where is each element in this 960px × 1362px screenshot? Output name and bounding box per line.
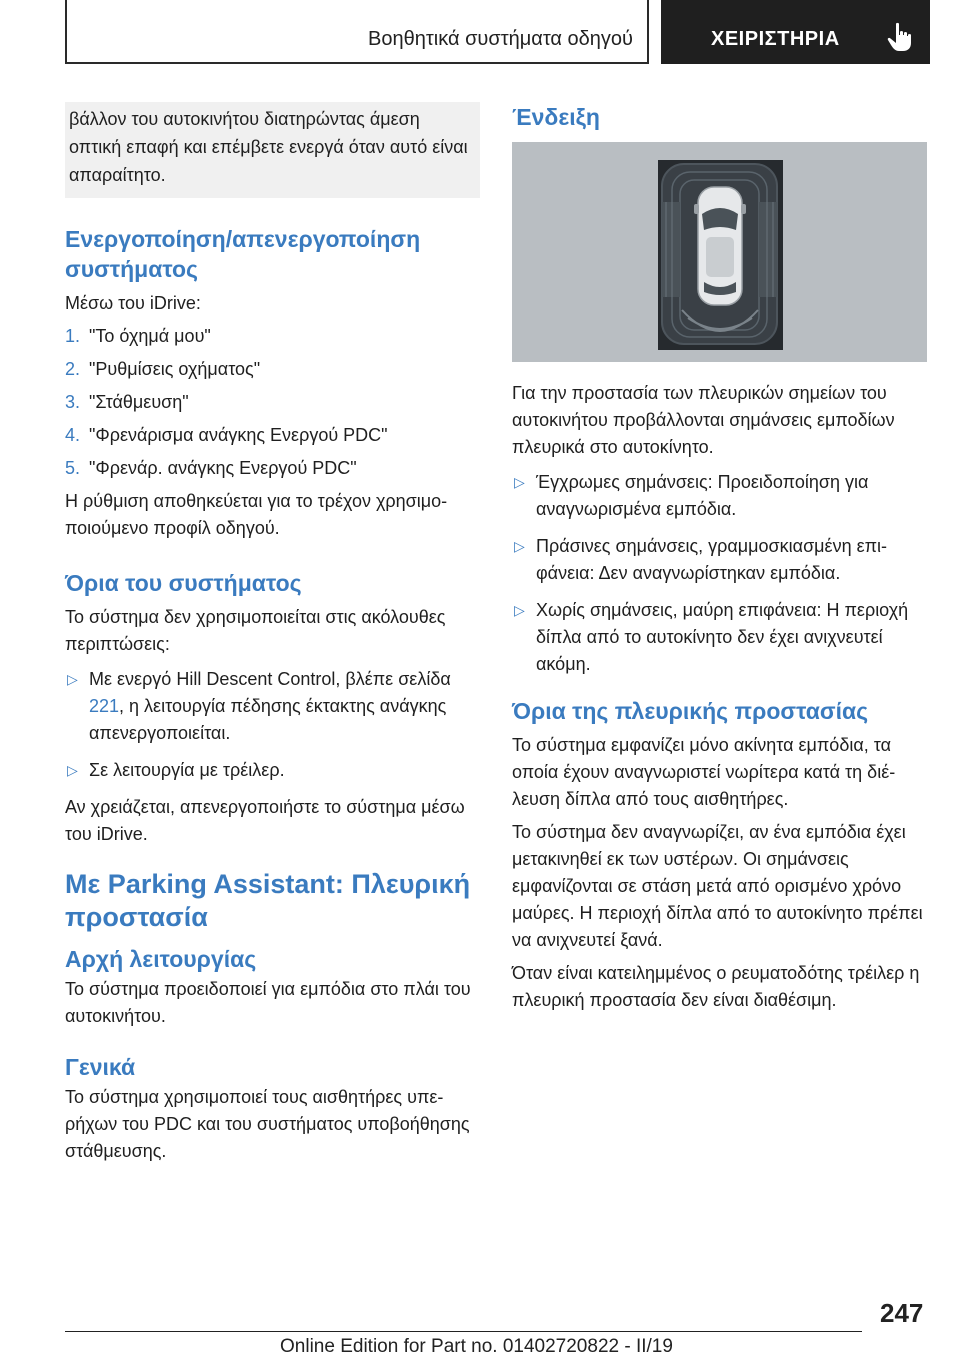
list-item: 3. "Στάθμευση" [65,392,189,412]
footer-divider [65,1331,862,1332]
left-column [65,102,480,1165]
list-item: 5. "Φρενάρ. ανάγκης Ενεργού PDC" [65,458,357,478]
side-limits-p2: Το σύστημα δεν αναγνωρίζει, αν ένα εμπόδια έχει μετακινηθεί εκ των υστέρων. Οι σημάνσεις εμφανίζονται σε στάση μετά από ορισμένο χρόνο μαύρες. Η περιοχή δίπλα από το αυτοκίνητο πρέπει να ανιχνευτεί ξανά. [512,822,923,950]
limits-list [65,666,480,784]
limits-intro: Το σύστημα δεν χρησιμοποιείται στις ακόλουθες περιπτώσεις: [65,607,446,654]
edition-text: Online Edition for Part no. 01402720822 - II/19 [280,1336,673,1357]
header-chapter-box [661,0,930,64]
principle-heading: Αρχή λειτουργίας [65,946,257,972]
display-heading: Ένδειξη [512,104,600,130]
note-box [65,102,480,198]
hand-pointer-icon [887,22,913,52]
chapter-title: ΧΕΙΡΙΣΤΗΡΙΑ [711,28,840,50]
activation-after: Η ρύθμιση αποθηκεύεται για το τρέχον χρησιμοποιούμενο προφίλ οδηγού. [65,491,448,538]
triangle-bullet-icon: ▷ [514,602,525,618]
activation-heading: Ενεργοποίηση/απενεργοποίηση συστήματος [65,226,421,282]
list-item: 4. "Φρενάρισμα ανάγκης Ενεργού PDC" [65,425,388,445]
page-number: 247 [880,1298,924,1328]
side-limits-p3: Όταν είναι κατειλημμένος ο ρευματοδότης τρέιλερ η πλευρική προστασία δεν είναι διαθέσιμη. [512,963,920,1010]
car-top-view-sensor-display-icon [512,142,927,362]
parking-heading: Με Parking Assistant: Πλευρική προστασία [65,869,471,932]
page-link[interactable]: 221 [89,696,120,716]
general-text: Το σύστημα χρησιμοποιεί τους αισθητήρες υπερήχων του PDC και του συστήματος υποβοήθησης στάθμευσης. [65,1087,470,1161]
triangle-bullet-icon: ▷ [67,671,78,687]
list-item: ▷ Έγχρωμες σημάνσεις: Προειδοποίηση για αναγνωρισμένα εμπόδια. [512,469,927,523]
display-text: Για την προστασία των πλευρικών σημείων του αυτοκινήτου προβάλλονται σημάνσεις εμποδίων πλευρικά στο αυτοκίνητο. [512,383,895,457]
triangle-bullet-icon: ▷ [514,538,525,554]
right-column [512,102,927,1014]
limits-after: Αν χρειάζεται, απενεργοποιήστε το σύστημα μέσω του iDrive. [65,797,465,844]
list-item: 1. "Το όχημά μου" [65,326,211,346]
header-section-box [65,0,649,64]
list-item: 2. "Ρυθμίσεις οχήματος" [65,359,261,379]
triangle-bullet-icon: ▷ [514,474,525,490]
display-list [512,469,927,678]
activation-steps [65,323,480,482]
note-text: βάλλον του αυτοκινήτου διατηρώντας άμεση οπτική επαφή και επέμβετε ενεργά όταν αυτό είναι απαραίτητο. [69,109,468,185]
list-item: ▷ Σε λειτουργία με τρέιλερ. [65,757,480,784]
list-item: ▷ Χωρίς σημάνσεις, μαύρη επιφάνεια: Η περιοχή δίπλα από το αυτοκίνητο δεν έχει ανιχνευτεί ακόμη. [512,597,927,678]
list-item: ▷ Πράσινες σημάνσεις, γραμμοσκιασμένη επιφάνεια: Δεν αναγνωρίστηκαν εμπόδια. [512,533,927,587]
principle-text: Το σύστημα προειδοποιεί για εμπόδια στο πλάι του αυτοκινήτου. [65,979,471,1026]
general-heading: Γενικά [65,1054,136,1080]
list-item: ▷ Με ενεργό Hill Descent Control, βλέπε σελίδα 221, η λειτουργία πέδησης έκτακτης ανάγκης απενεργοποιείται. [65,666,480,747]
section-title: Βοηθητικά συστήματα οδηγού [368,28,633,50]
activation-intro: Μέσω του iDrive: [65,293,201,313]
sensor-display-figure [512,142,927,362]
side-limits-p1: Το σύστημα εμφανίζει μόνο ακίνητα εμπόδια, τα οποία έχουν αναγνωριστεί νωρίτερα κατά τη διέλευση δίπλα από τους αισθητήρες. [512,735,896,809]
triangle-bullet-icon: ▷ [67,762,78,778]
side-limits-heading: Όρια της πλευρικής προστασίας [512,698,869,724]
limits-heading: Όρια του συστήματος [65,570,302,596]
page-header [65,0,930,64]
